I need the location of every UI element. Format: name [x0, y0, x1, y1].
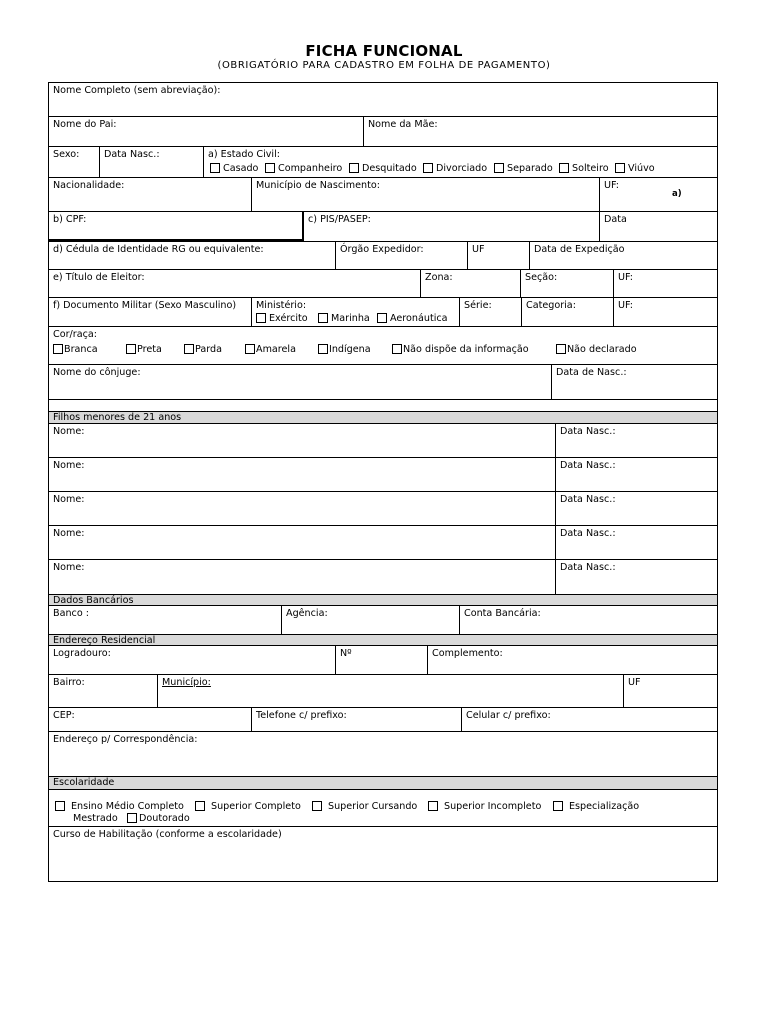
secao-field[interactable]	[520, 270, 613, 297]
estado-civil-label: a) Estado Civil:	[208, 149, 280, 160]
row-sexo-estado-civil	[49, 147, 717, 178]
checkbox-icon[interactable]	[392, 344, 402, 354]
ministerio-field	[251, 298, 459, 326]
checkbox-icon[interactable]	[553, 801, 563, 811]
complemento-field[interactable]	[427, 646, 717, 674]
logradouro-field[interactable]	[49, 646, 335, 674]
banco-label: Banco :	[53, 608, 89, 619]
logradouro-label: Logradouro:	[53, 648, 111, 659]
section-endereco	[49, 635, 717, 646]
cor-option-branca[interactable]: Branca	[53, 344, 98, 355]
filho-data-nasc-field[interactable]	[555, 560, 717, 594]
section-filhos	[49, 412, 717, 424]
complemento-label: Complemento:	[432, 648, 503, 659]
section-escolaridade	[49, 777, 717, 790]
doc-militar-field[interactable]	[49, 298, 251, 326]
checkbox-icon[interactable]	[556, 344, 566, 354]
data-expedicao-label: Data de Expedição	[534, 244, 625, 255]
uf-titulo-field[interactable]	[613, 270, 717, 297]
filho-nome-label: Nome:	[53, 494, 85, 505]
ministerio-option-aeronautica[interactable]: Aeronáutica	[377, 313, 448, 324]
checkbox-icon[interactable]	[377, 313, 387, 323]
row-logradouro	[49, 646, 717, 675]
filho-nome-field[interactable]	[49, 492, 555, 525]
celular-field[interactable]	[461, 708, 717, 731]
data-nasc-conjuge-field[interactable]	[551, 365, 717, 399]
row-pais	[49, 117, 717, 147]
checkbox-icon[interactable]	[318, 344, 328, 354]
estado-civil-option-casado[interactable]: Casado	[210, 163, 258, 174]
nacionalidade-field[interactable]	[49, 178, 251, 211]
conta-label: Conta Bancária:	[464, 608, 541, 619]
zona-field[interactable]	[420, 270, 520, 297]
categoria-field[interactable]	[521, 298, 613, 326]
filho-nome-field[interactable]	[49, 424, 555, 457]
nome-completo-label: Nome Completo (sem abreviação):	[53, 85, 221, 96]
filho-nome-field[interactable]	[49, 560, 555, 594]
escolaridade-option-mestrado[interactable]: Mestrado	[73, 813, 118, 824]
sexo-label: Sexo:	[53, 149, 80, 160]
form-subtitle: (OBRIGATÓRIO PARA CADASTRO EM FOLHA DE PAGAMENTO)	[217, 60, 551, 71]
ficha-funcional-form	[48, 82, 718, 882]
row-nome-completo	[49, 83, 717, 117]
data-nasc-label: Data Nasc.:	[104, 149, 160, 160]
row-identidade	[49, 242, 717, 270]
cpf-label: b) CPF:	[53, 214, 87, 225]
conta-field[interactable]	[459, 606, 717, 634]
filho-nome-label: Nome:	[53, 460, 85, 471]
ministerio-option-marinha[interactable]: Marinha	[318, 313, 370, 324]
row-documento-militar	[49, 298, 717, 327]
estado-civil-option-desquitado[interactable]: Desquitado	[349, 163, 417, 174]
uf-endereco-field[interactable]	[623, 675, 717, 707]
checkbox-icon[interactable]	[53, 344, 63, 354]
agencia-field[interactable]	[281, 606, 459, 634]
cor-option-nao-declarado[interactable]: Não declarado	[556, 344, 637, 355]
data-label: Data	[604, 214, 627, 225]
bairro-field[interactable]	[49, 675, 157, 707]
serie-label: Série:	[464, 300, 492, 311]
escolaridade-option-superior-completo[interactable]: Superior Completo	[195, 801, 301, 812]
filho-row	[49, 424, 717, 458]
row-conjuge	[49, 365, 717, 400]
titulo-eleitor-label: e) Título de Eleitor:	[53, 272, 145, 283]
cep-label: CEP:	[53, 710, 75, 721]
doc-militar-label: f) Documento Militar (Sexo Masculino)	[53, 300, 237, 311]
titulo-eleitor-field[interactable]	[49, 270, 420, 297]
estado-civil-option-divorciado[interactable]: Divorciado	[423, 163, 487, 174]
escolaridade-option-superior-cursando[interactable]: Superior Cursando	[312, 801, 417, 812]
uf-nascimento-field[interactable]	[599, 178, 717, 211]
numero-field[interactable]	[335, 646, 427, 674]
section-filhos-label: Filhos menores de 21 anos	[53, 412, 182, 423]
form-title: FICHA FUNCIONAL	[305, 42, 463, 60]
numero-label: Nº	[340, 648, 352, 659]
checkbox-icon[interactable]	[494, 163, 504, 173]
section-escolaridade-label: Escolaridade	[53, 777, 115, 788]
estado-civil-option-solteiro[interactable]: Solteiro	[559, 163, 609, 174]
data-nasc-field[interactable]	[99, 147, 203, 177]
filho-nome-field[interactable]	[49, 458, 555, 491]
filho-nome-label: Nome:	[53, 528, 85, 539]
uf-endereco-label: UF	[628, 677, 641, 688]
row-cpf-pis	[49, 212, 717, 242]
nome-mae-field[interactable]	[363, 117, 717, 146]
checkbox-icon[interactable]	[195, 801, 205, 811]
filho-row	[49, 560, 717, 595]
nome-conjuge-field[interactable]	[49, 365, 551, 399]
checkbox-icon[interactable]	[245, 344, 255, 354]
row-cep	[49, 708, 717, 732]
row-spacer	[49, 400, 717, 412]
row-nacionalidade	[49, 178, 717, 212]
filho-data-nasc-field[interactable]	[555, 424, 717, 457]
filho-data-nasc-field[interactable]	[555, 526, 717, 559]
uf-militar-field[interactable]	[613, 298, 717, 326]
escolaridade-option-superior-incompleto[interactable]: Superior Incompleto	[428, 801, 541, 812]
celular-label: Celular c/ prefixo:	[466, 710, 551, 721]
nome-pai-field[interactable]	[49, 117, 363, 146]
cor-option-amarela[interactable]: Amarela	[245, 344, 296, 355]
uf-nascimento-label: UF:	[604, 180, 620, 191]
escolaridade-option-especializacao[interactable]: Especialização	[553, 801, 639, 812]
checkbox-icon[interactable]	[312, 801, 322, 811]
municipio-label: Município:	[162, 677, 211, 688]
filho-data-nasc-field[interactable]	[555, 458, 717, 491]
cor-raca-field	[49, 327, 717, 364]
ministerio-option-exercito[interactable]: Exército	[256, 313, 308, 324]
cpf-field[interactable]	[49, 212, 304, 241]
checkbox-icon[interactable]	[210, 163, 220, 173]
filho-data-nasc-label: Data Nasc.:	[560, 562, 616, 573]
zona-label: Zona:	[425, 272, 453, 283]
telefone-label: Telefone c/ prefixo:	[256, 710, 347, 721]
cor-option-preta[interactable]: Preta	[126, 344, 162, 355]
orgao-expedidor-label: Órgão Expedidor:	[340, 244, 424, 255]
orgao-expedidor-field[interactable]	[335, 242, 467, 269]
checkbox-icon[interactable]	[256, 313, 266, 323]
a-marker: a)	[672, 189, 682, 199]
row-escolaridade-options	[49, 790, 717, 827]
serie-field[interactable]	[459, 298, 521, 326]
nome-conjuge-label: Nome do cônjuge:	[53, 367, 141, 378]
checkbox-icon[interactable]	[318, 313, 328, 323]
uf-rg-field[interactable]	[467, 242, 529, 269]
filho-nome-label: Nome:	[53, 562, 85, 573]
data-field[interactable]	[599, 212, 717, 241]
nome-pai-label: Nome do Pai:	[53, 119, 117, 130]
row-titulo-eleitor	[49, 270, 717, 298]
telefone-field[interactable]	[251, 708, 461, 731]
checkbox-icon[interactable]	[428, 801, 438, 811]
curso-habilitacao-field[interactable]	[49, 827, 717, 881]
curso-habilitacao-label: Curso de Habilitação (conforme a escolaridade)	[53, 829, 282, 840]
filho-row	[49, 458, 717, 492]
cor-option-parda[interactable]: Parda	[184, 344, 222, 355]
checkbox-icon[interactable]	[127, 813, 137, 823]
section-endereco-label: Endereço Residencial	[53, 635, 156, 646]
cor-raca-label: Cor/raça:	[53, 329, 97, 340]
uf-titulo-label: UF:	[618, 272, 634, 283]
banco-field[interactable]	[49, 606, 281, 634]
checkbox-icon[interactable]	[184, 344, 194, 354]
endereco-correspondencia-label: Endereço p/ Correspondência:	[53, 734, 198, 745]
checkbox-icon[interactable]	[55, 801, 65, 811]
row-cor-raca	[49, 327, 717, 365]
checkbox-icon[interactable]	[423, 163, 433, 173]
checkbox-icon[interactable]	[349, 163, 359, 173]
filho-data-nasc-label: Data Nasc.:	[560, 426, 616, 437]
pis-label: c) PIS/PASEP:	[308, 214, 371, 225]
ministerio-label: Ministério:	[256, 300, 307, 311]
nome-completo-field[interactable]	[49, 83, 717, 116]
estado-civil-option-separado[interactable]: Separado	[494, 163, 553, 174]
row-curso-habilitacao	[49, 827, 717, 881]
cep-field[interactable]	[49, 708, 251, 731]
section-bancarios	[49, 595, 717, 606]
filho-data-nasc-label: Data Nasc.:	[560, 528, 616, 539]
secao-label: Seção:	[525, 272, 558, 283]
row-bairro	[49, 675, 717, 708]
data-expedicao-field[interactable]	[529, 242, 717, 269]
municipio-field[interactable]	[157, 675, 623, 707]
filho-data-nasc-field[interactable]	[555, 492, 717, 525]
checkbox-icon[interactable]	[615, 163, 625, 173]
filho-data-nasc-label: Data Nasc.:	[560, 460, 616, 471]
bairro-label: Bairro:	[53, 677, 85, 688]
municipio-nascimento-label: Município de Nascimento:	[256, 180, 380, 191]
estado-civil-option-companheiro[interactable]: Companheiro	[265, 163, 342, 174]
data-nasc-conjuge-label: Data de Nasc.:	[556, 367, 627, 378]
municipio-nascimento-field[interactable]	[251, 178, 599, 211]
section-bancarios-label: Dados Bancários	[53, 595, 134, 606]
sexo-field[interactable]	[49, 147, 99, 177]
escolaridade-option-ensino-medio[interactable]: Ensino Médio Completo	[55, 801, 184, 812]
row-banco	[49, 606, 717, 635]
cedula-label: d) Cédula de Identidade RG ou equivalente:	[53, 244, 264, 255]
filho-data-nasc-label: Data Nasc.:	[560, 494, 616, 505]
filho-nome-field[interactable]	[49, 526, 555, 559]
filho-row	[49, 526, 717, 560]
endereco-correspondencia-field[interactable]	[49, 732, 717, 776]
cor-option-indigena[interactable]: Indígena	[318, 344, 371, 355]
estado-civil-option-viuvo[interactable]: Viúvo	[615, 163, 655, 174]
agencia-label: Agência:	[286, 608, 328, 619]
uf-rg-label: UF	[472, 244, 485, 255]
filho-row	[49, 492, 717, 526]
checkbox-icon[interactable]	[126, 344, 136, 354]
pis-field[interactable]	[304, 212, 599, 241]
cor-option-nao-dispoe[interactable]: Não dispõe da informação	[392, 344, 529, 355]
nacionalidade-label: Nacionalidade:	[53, 180, 125, 191]
checkbox-icon[interactable]	[559, 163, 569, 173]
row-endereco-correspondencia	[49, 732, 717, 777]
cedula-field[interactable]	[49, 242, 335, 269]
filho-nome-label: Nome:	[53, 426, 85, 437]
nome-mae-label: Nome da Mãe:	[368, 119, 438, 130]
uf-militar-label: UF:	[618, 300, 634, 311]
categoria-label: Categoria:	[526, 300, 576, 311]
estado-civil-field	[203, 147, 717, 177]
escolaridade-option-doutorado[interactable]: Doutorado	[127, 813, 190, 824]
checkbox-icon[interactable]	[265, 163, 275, 173]
